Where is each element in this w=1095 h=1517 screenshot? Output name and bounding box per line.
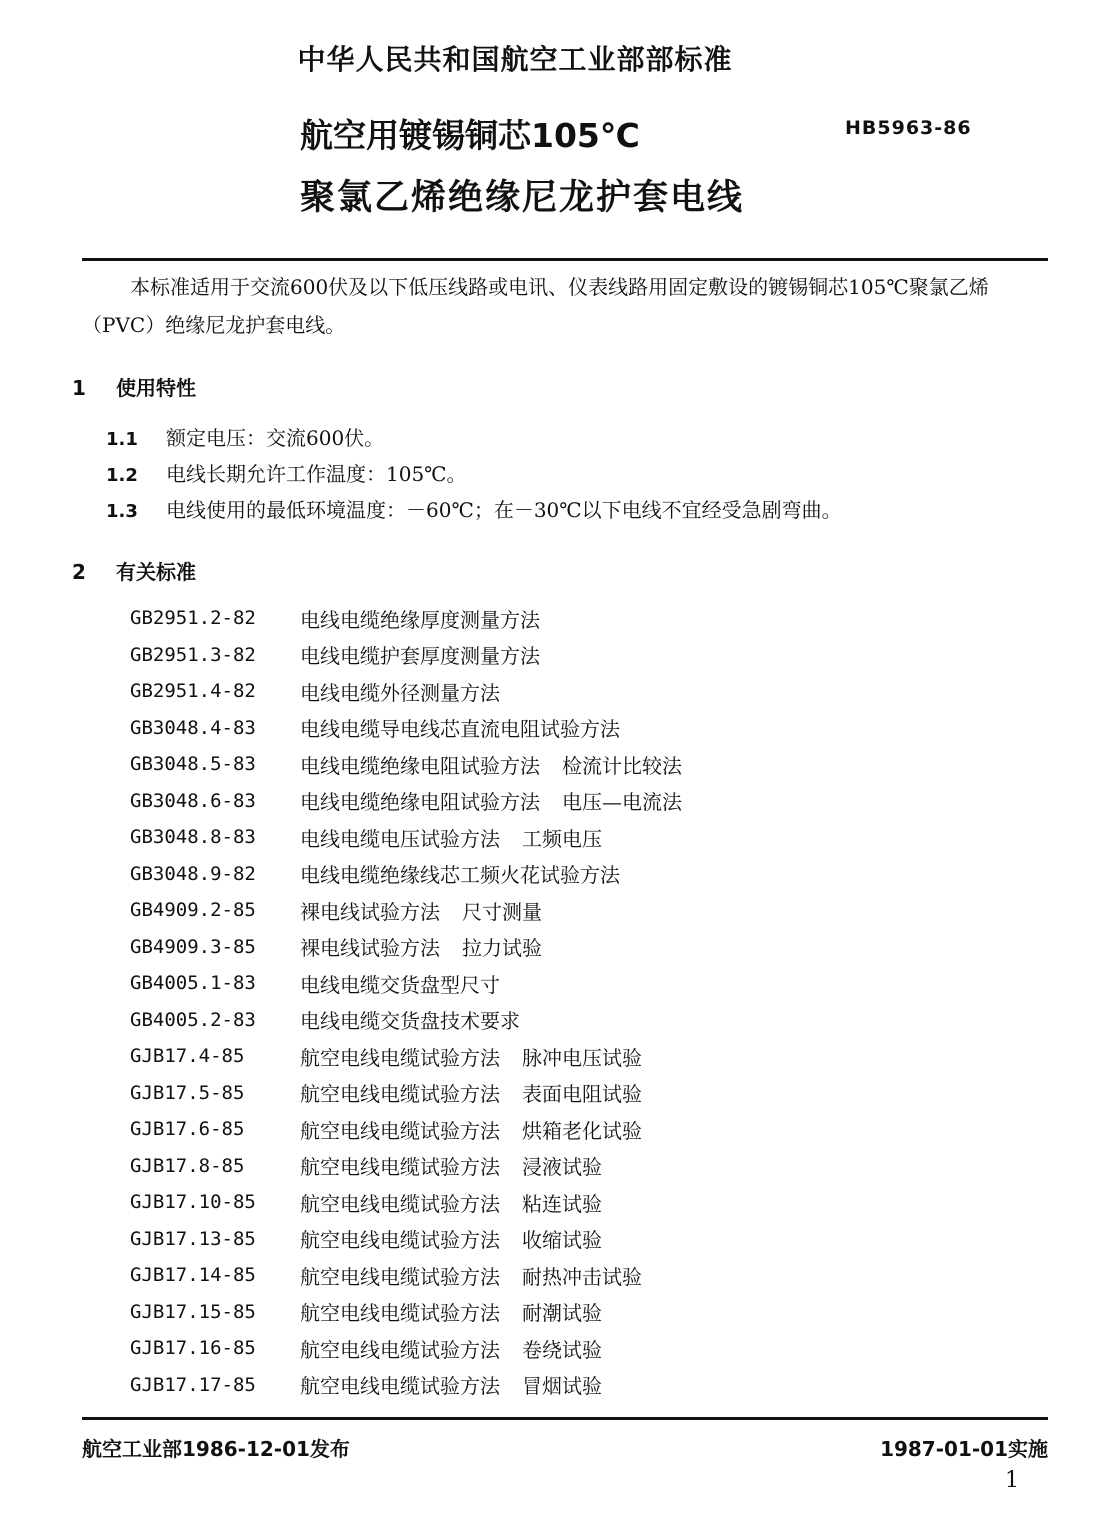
standard-title: 航空电线电缆试验方法 xyxy=(300,1082,500,1107)
standard-title: 电线电缆护套厚度测量方法 xyxy=(300,644,540,669)
list-item xyxy=(130,1221,1030,1258)
page-number: 1 xyxy=(1005,1468,1019,1493)
standard-subtitle: 耐潮试验 xyxy=(522,1301,602,1326)
standard-number: GJB17.8-85 xyxy=(130,1154,245,1177)
standard-title: 电线电缆绝缘厚度测量方法 xyxy=(300,607,540,632)
clause-text: 额定电压：交流600伏。 xyxy=(166,426,385,450)
standard-number: GJB17.15-85 xyxy=(130,1300,256,1323)
standard-subtitle: 耐热冲击试验 xyxy=(522,1264,642,1289)
standard-number: GJB17.4-85 xyxy=(130,1045,245,1068)
clause-text: 电线长期允许工作温度：105℃。 xyxy=(166,462,467,486)
standard-number: GB4909.2-85 xyxy=(130,899,256,922)
standard-subtitle: 工频电压 xyxy=(522,826,602,851)
standard-title: 电线电缆导电线芯直流电阻试验方法 xyxy=(300,717,620,742)
section-2-title: 有关标准 xyxy=(116,560,196,584)
list-item xyxy=(130,783,1030,820)
standard-title: 电线电缆外径测量方法 xyxy=(300,680,500,705)
standard-subtitle: 尺寸测量 xyxy=(462,899,542,924)
list-item xyxy=(130,892,1030,929)
standard-title: 裸电线试验方法 xyxy=(300,899,440,924)
list-item xyxy=(130,1294,1030,1331)
standard-title: 裸电线试验方法 xyxy=(300,936,440,961)
standard-title: 航空电线电缆试验方法 xyxy=(300,1155,500,1180)
standard-number: GB2951.3-82 xyxy=(130,643,256,666)
standard-title: 航空电线电缆试验方法 xyxy=(300,1118,500,1143)
standard-title: 电线电缆绝缘线芯工频火花试验方法 xyxy=(300,863,620,888)
standard-number: GB3048.6-83 xyxy=(130,789,256,812)
standard-title: 航空电线电缆试验方法 xyxy=(300,1045,500,1070)
standard-title: 航空电线电缆试验方法 xyxy=(300,1264,500,1289)
standard-subtitle: 浸液试验 xyxy=(522,1155,602,1180)
standard-title: 电线电缆交货盘技术要求 xyxy=(300,1009,520,1034)
intro-text: 本标准适用于交流600伏及以下低压线路或电讯、仪表线路用固定敷设的镀锡铜芯105℃聚氯乙烯（PVC）绝缘尼龙护套电线。 xyxy=(82,275,989,337)
standard-subtitle: 电压—电流法 xyxy=(562,790,682,815)
section-1-heading xyxy=(72,372,196,401)
list-item xyxy=(130,1367,1030,1404)
standard-number: GJB17.16-85 xyxy=(130,1337,256,1360)
clause-number: 1.3 xyxy=(106,501,138,522)
clause-number: 1.2 xyxy=(106,465,138,486)
standard-subtitle: 烘箱老化试验 xyxy=(522,1118,642,1143)
issue-date: 航空工业部1986-12-01发布 xyxy=(82,1437,350,1461)
list-item xyxy=(130,1002,1030,1039)
list-item xyxy=(130,819,1030,856)
standard-code: HB5963-86 xyxy=(845,117,972,139)
section-1-number: 1 xyxy=(72,376,86,400)
list-item xyxy=(130,1148,1030,1185)
document-title-line-1: 航空用镀锡铜芯105℃ xyxy=(300,116,640,155)
list-item xyxy=(130,1330,1030,1367)
list-item xyxy=(130,637,1030,674)
standard-title: 电线电缆绝缘电阻试验方法 xyxy=(300,790,540,815)
section-1-title: 使用特性 xyxy=(116,376,196,400)
standard-title: 航空电线电缆试验方法 xyxy=(300,1374,500,1399)
standard-subtitle: 卷绕试验 xyxy=(522,1337,602,1362)
implementation-date: 1987-01-01实施 xyxy=(880,1437,1048,1461)
standard-number: GB3048.4-83 xyxy=(130,716,256,739)
standard-number: GJB17.13-85 xyxy=(130,1227,256,1250)
clause-1-3 xyxy=(106,494,842,523)
standard-number: GB4005.2-83 xyxy=(130,1008,256,1031)
list-item xyxy=(130,856,1030,893)
standard-title: 电线电缆绝缘电阻试验方法 xyxy=(300,753,540,778)
standard-title: 航空电线电缆试验方法 xyxy=(300,1301,500,1326)
clause-number: 1.1 xyxy=(106,429,138,450)
top-rule xyxy=(82,258,1048,261)
bottom-rule xyxy=(82,1417,1048,1420)
standard-subtitle: 检流计比较法 xyxy=(562,753,682,778)
standard-number: GB4909.3-85 xyxy=(130,935,256,958)
standard-number: GJB17.17-85 xyxy=(130,1373,256,1396)
list-item xyxy=(130,746,1030,783)
list-item xyxy=(130,1038,1030,1075)
standard-title: 电线电缆交货盘型尺寸 xyxy=(300,972,500,997)
standard-subtitle: 收缩试验 xyxy=(522,1228,602,1253)
list-item xyxy=(130,1111,1030,1148)
list-item xyxy=(130,600,1030,637)
section-2-heading xyxy=(72,556,196,585)
clause-text: 电线使用的最低环境温度：－60℃；在－30℃以下电线不宜经受急剧弯曲。 xyxy=(166,498,842,522)
standard-subtitle: 冒烟试验 xyxy=(522,1374,602,1399)
list-item xyxy=(130,929,1030,966)
issuer-title: 中华人民共和国航空工业部部标准 xyxy=(297,43,733,76)
standard-subtitle: 表面电阻试验 xyxy=(522,1082,642,1107)
standard-number: GJB17.5-85 xyxy=(130,1081,245,1104)
intro-paragraph xyxy=(82,268,1052,344)
standard-number: GJB17.6-85 xyxy=(130,1118,245,1141)
clause-1-2 xyxy=(106,458,467,487)
standard-subtitle: 脉冲电压试验 xyxy=(522,1045,642,1070)
list-item xyxy=(130,710,1030,747)
standard-subtitle: 粘连试验 xyxy=(522,1191,602,1216)
standard-title: 航空电线电缆试验方法 xyxy=(300,1337,500,1362)
standard-number: GJB17.10-85 xyxy=(130,1191,256,1214)
related-standards-list xyxy=(130,600,1030,1403)
standard-title: 航空电线电缆试验方法 xyxy=(300,1228,500,1253)
list-item xyxy=(130,1184,1030,1221)
standard-number: GB4005.1-83 xyxy=(130,972,256,995)
clause-1-1 xyxy=(106,422,384,451)
list-item xyxy=(130,1257,1030,1294)
document-title-line-2: 聚氯乙烯绝缘尼龙护套电线 xyxy=(300,178,745,218)
list-item xyxy=(130,1075,1030,1112)
standard-number: GB3048.5-83 xyxy=(130,753,256,776)
standard-number: GB3048.8-83 xyxy=(130,826,256,849)
standard-number: GJB17.14-85 xyxy=(130,1264,256,1287)
standard-title: 电线电缆电压试验方法 xyxy=(300,826,500,851)
list-item xyxy=(130,965,1030,1002)
standard-number: GB2951.2-82 xyxy=(130,607,256,630)
section-2-number: 2 xyxy=(72,560,86,584)
standard-number: GB3048.9-82 xyxy=(130,862,256,885)
standard-number: GB2951.4-82 xyxy=(130,680,256,703)
standard-subtitle: 拉力试验 xyxy=(462,936,542,961)
list-item xyxy=(130,673,1030,710)
standard-title: 航空电线电缆试验方法 xyxy=(300,1191,500,1216)
